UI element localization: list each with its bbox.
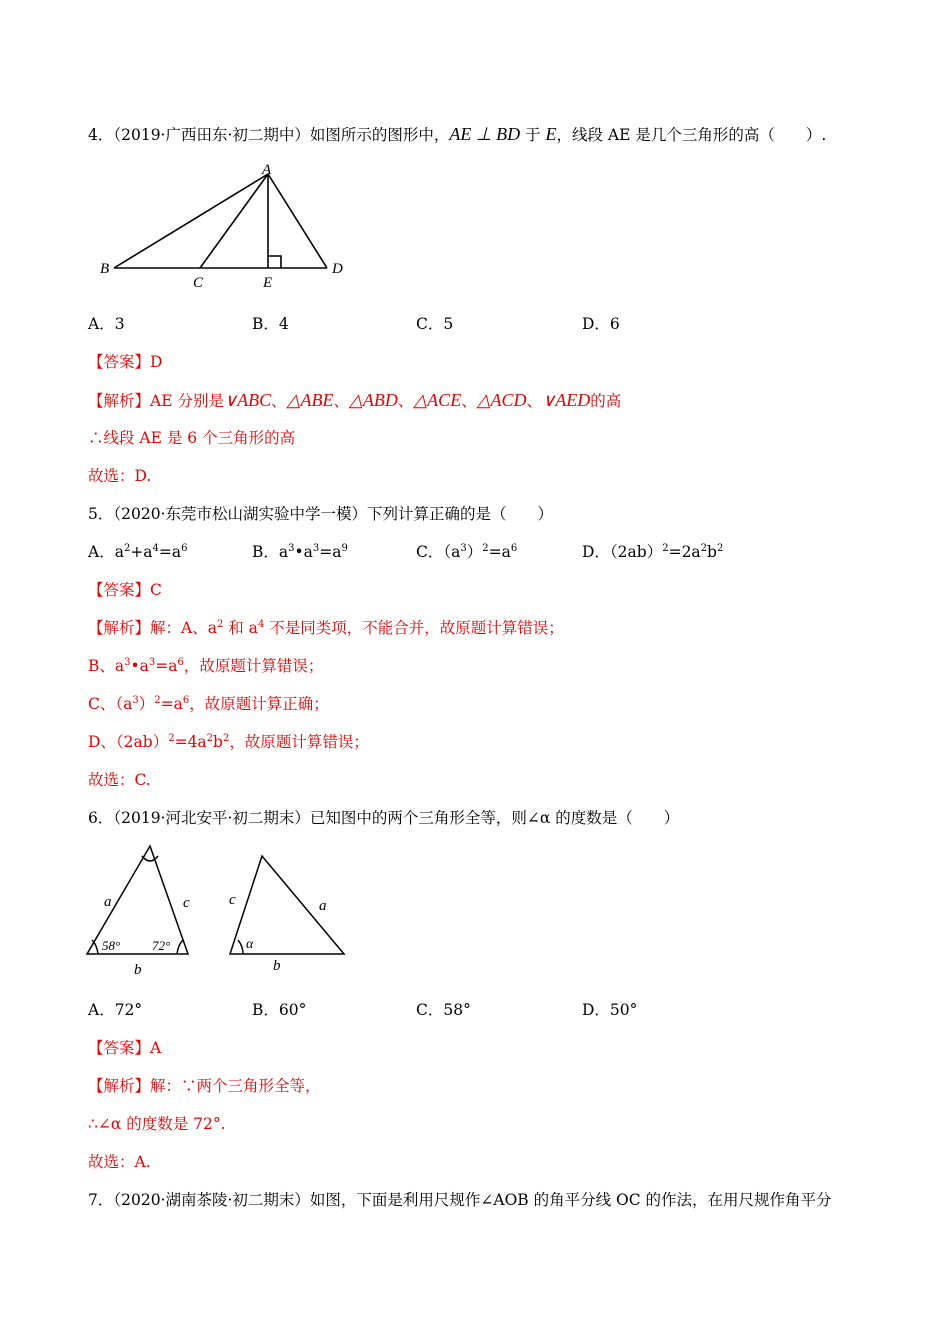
q4-tri-2: △ABE bbox=[286, 390, 334, 410]
q4-tri-4: △ACE bbox=[413, 390, 462, 410]
q6-stem: 6．（2019·河北安平·初二期末）已知图中的两个三角形全等，则∠α 的度数是（ ） bbox=[88, 809, 680, 827]
q4-option-b: B．4 bbox=[252, 315, 289, 333]
q4-figure-triangles bbox=[96, 160, 356, 292]
q4-math-perp: AE ⊥ BD bbox=[449, 124, 521, 144]
q6-option-c: C．58° bbox=[416, 1001, 471, 1019]
q6-fig1-label-c: c bbox=[183, 895, 190, 911]
q6-fig1-angle-72: 72° bbox=[152, 938, 171, 953]
q4-option-a: A．3 bbox=[88, 315, 125, 333]
q6-answer: 【答案】A bbox=[88, 1039, 162, 1057]
q4-analysis-line1: 【解析】AE 分别是∨ABC、△ABE、△ABD、△ACE、△ACD、∨AED的高 bbox=[88, 390, 622, 410]
q4-label-e: E bbox=[263, 275, 273, 291]
q4-label-c: C bbox=[193, 275, 204, 291]
q5-option-b: B．$a^3•a^3=a^9$ bbox=[252, 543, 348, 561]
q6-figure-triangle-2 bbox=[222, 848, 352, 978]
q6-fig1-label-a: a bbox=[104, 894, 112, 910]
q5-analysis-line1: 【解析】解：A、$a^2$ 和 $a^4$ 不是同类项，不能合并，故原题计算错误； bbox=[88, 619, 564, 637]
q5-analysis-line4: D、$(2ab)^2=4a^2b^2$，故原题计算错误； bbox=[88, 733, 369, 751]
q5-analysis-line2: B、$a^3•a^3=a^6$，故原题计算错误； bbox=[88, 657, 324, 675]
q4-math-e: E bbox=[545, 124, 557, 144]
q4-label-b: B bbox=[100, 261, 110, 277]
q6-option-d: D．50° bbox=[582, 1001, 638, 1019]
q6-figure-triangle-1 bbox=[82, 842, 194, 980]
q6-option-b: B．60° bbox=[252, 1001, 307, 1019]
q6-analysis-line1: 【解析】解：∵两个三角形全等， bbox=[88, 1077, 321, 1095]
q5-option-d: D．$(2ab)^2=2a^2b^2$ bbox=[582, 543, 724, 561]
q6-choose: 故选：A. bbox=[88, 1153, 151, 1171]
q5-stem: 5．（2020·东莞市松山湖实验中学一模）下列计算正确的是（ ） bbox=[88, 505, 553, 523]
q5-answer: 【答案】C bbox=[88, 581, 162, 599]
q6-fig1-angle-58: 58° bbox=[102, 938, 121, 953]
q6-fig2-label-b: b bbox=[273, 958, 281, 974]
q5-option-a: A．$a^2+a^4=a^6$ bbox=[88, 543, 188, 561]
q6-fig2-label-a: a bbox=[319, 898, 327, 914]
q4-option-c: C．5 bbox=[416, 315, 454, 333]
q6-fig1-label-b: b bbox=[134, 962, 142, 978]
q6-fig2-label-alpha: α bbox=[246, 937, 254, 952]
q6-option-a: A．72° bbox=[88, 1001, 143, 1019]
q4-tri-5: △ACD bbox=[476, 390, 527, 410]
q4-analysis-line2: ∴线段 AE 是 6 个三角形的高 bbox=[88, 429, 296, 447]
q4-tri-3: △ABD bbox=[348, 390, 398, 410]
q4-answer: 【答案】D bbox=[88, 353, 163, 371]
q4-tri-1: ∨ABC bbox=[223, 390, 272, 410]
q5-choose: 故选：C. bbox=[88, 771, 151, 789]
q4-option-d: D．6 bbox=[582, 315, 620, 333]
q6-analysis-line2: ∴∠α 的度数是 72°. bbox=[88, 1115, 226, 1133]
q4-choose: 故选：D. bbox=[88, 467, 152, 485]
q6-fig2-label-c: c bbox=[229, 892, 236, 908]
q5-analysis-line3: C、$(a^3)^2=a^6$，故原题计算正确； bbox=[88, 695, 329, 713]
q7-stem: 7．（2020·湖南茶陵·初二期末）如图，下面是利用尺规作∠AOB 的角平分线 OC 的作法，在用尺规作角平分 bbox=[88, 1191, 832, 1209]
q4-stem: 4．（2019·广西田东·初二期中）如图所示的图形中，AE ⊥ BD 于 E，线段 AE 是几个三角形的高（ ）. bbox=[88, 124, 827, 144]
q4-label-a: A bbox=[262, 162, 272, 178]
q5-option-c: C．$(a^3)^2=a^6$ bbox=[416, 543, 518, 561]
q4-tri-6: ∨AED bbox=[542, 390, 591, 410]
q4-label-d: D bbox=[332, 261, 343, 277]
